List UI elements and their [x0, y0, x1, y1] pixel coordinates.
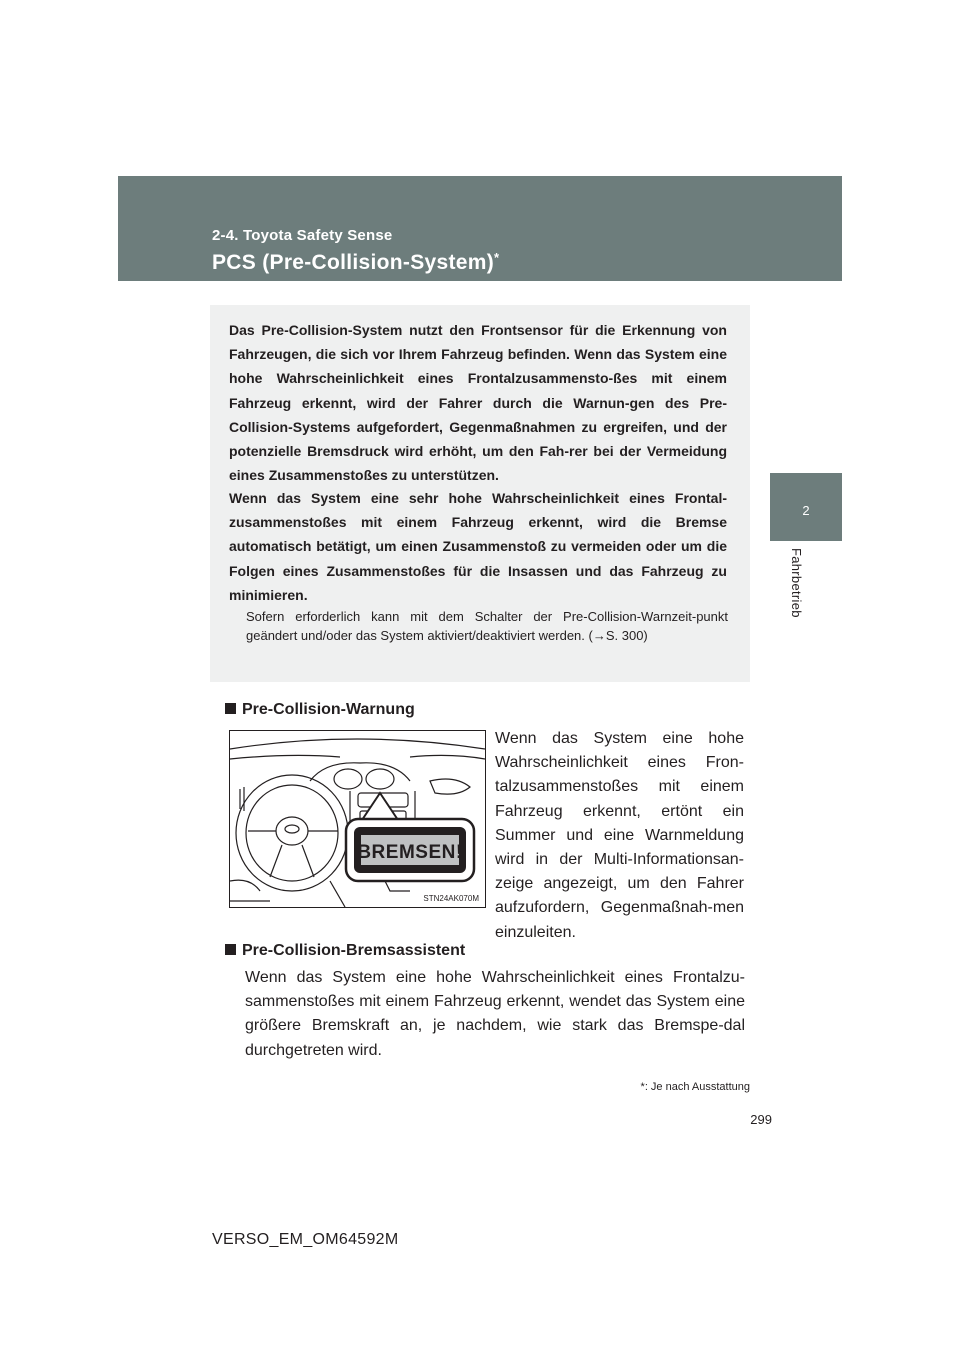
chapter-tab[interactable]	[770, 473, 842, 541]
intro-paragraph-1: Das Pre-Collision-System nutzt den Frontsensor für die Erkennung von Fahrzeugen, die sich vor Ihrem Fahrzeug befinden. Wenn das System eine hohe Wahrscheinlichkeit eines Frontalzusammensto-ßes mit einem Fahrzeug erkennt, wird der Fahrer durch die Warnun-gen des Pre-Collision-Systems aufgefordert, Gegenmaßnahmen zu ergreifen, und der potenzielle Bremsdruck wird erhöht, um den Fah-rer bei der Vermeidung eines Zusammenstoßes zu unterstützen.	[229, 322, 727, 484]
page-title	[212, 250, 499, 275]
page-header	[118, 176, 842, 281]
figure-code: STN24AK070M	[423, 894, 479, 903]
page-number: 299	[750, 1112, 772, 1127]
square-bullet-icon	[225, 944, 236, 955]
intro-note: Sofern erforderlich kann mit dem Schalter der Pre-Collision-Warnzeit-punkt geändert und/oder das System aktiviert/deaktiviert werden. (→S. 300)	[246, 609, 728, 643]
dashboard-illustration	[229, 730, 486, 908]
section-heading-warning	[225, 701, 415, 719]
bremsen-warning-text: BREMSEN!	[357, 842, 463, 863]
footer-document-code: VERSO_EM_OM64592M	[212, 1231, 399, 1248]
footnote-mark: *	[640, 1081, 645, 1093]
footnote	[600, 1081, 750, 1093]
title-footnote-mark: *	[494, 250, 500, 265]
section-label: 2-4. Toyota Safety Sense	[212, 227, 393, 244]
footnote-text: : Je nach Ausstattung	[644, 1081, 750, 1093]
section-heading-warning-text: Pre-Collision-Warnung	[242, 701, 415, 718]
intro-paragraph-2: Wenn das System eine sehr hohe Wahrscheinlichkeit eines Frontal-zusammenstoßes mit einem Fahrzeug erkennt, wird die Bremse automatisch betätigt, um einen Zusammenstoß zu vermeiden oder um die Folgen eines Zusammenstoßes für die Insassen und das Fahrzeug zu minimieren.	[229, 490, 727, 603]
section-text-brake-assist: Wenn das System eine hohe Wahrscheinlichkeit eines Frontalzu-sammenstoßes mit einem Fahrzeug erkennt, wendet das System eine größere Bremskraft an, je nachdem, wie stark das Bremspe-dal durchgetreten wird.	[245, 969, 745, 1059]
section-text-warning: Wenn das System eine hohe Wahrscheinlichkeit eines Fron-talzusammenstoßes mit einem Fahrzeug erkennt, ertönt ein Summer und eine Warnmeldung wird in der Multi-Informationsan-zeige angezeigt, um den Fahrer aufzufordern, Gegenmaßnah-men einzuleiten.	[495, 730, 744, 941]
dashboard-drawing	[230, 731, 485, 907]
section-heading-brake-assist	[225, 942, 465, 960]
intro-box	[210, 305, 750, 682]
chapter-label: Fahrbetrieb	[789, 548, 804, 618]
chapter-number: 2	[802, 503, 810, 518]
section-heading-brake-assist-text: Pre-Collision-Bremsassistent	[242, 942, 466, 959]
page-title-text: PCS (Pre-Collision-System)	[212, 251, 495, 274]
square-bullet-icon	[225, 703, 236, 714]
